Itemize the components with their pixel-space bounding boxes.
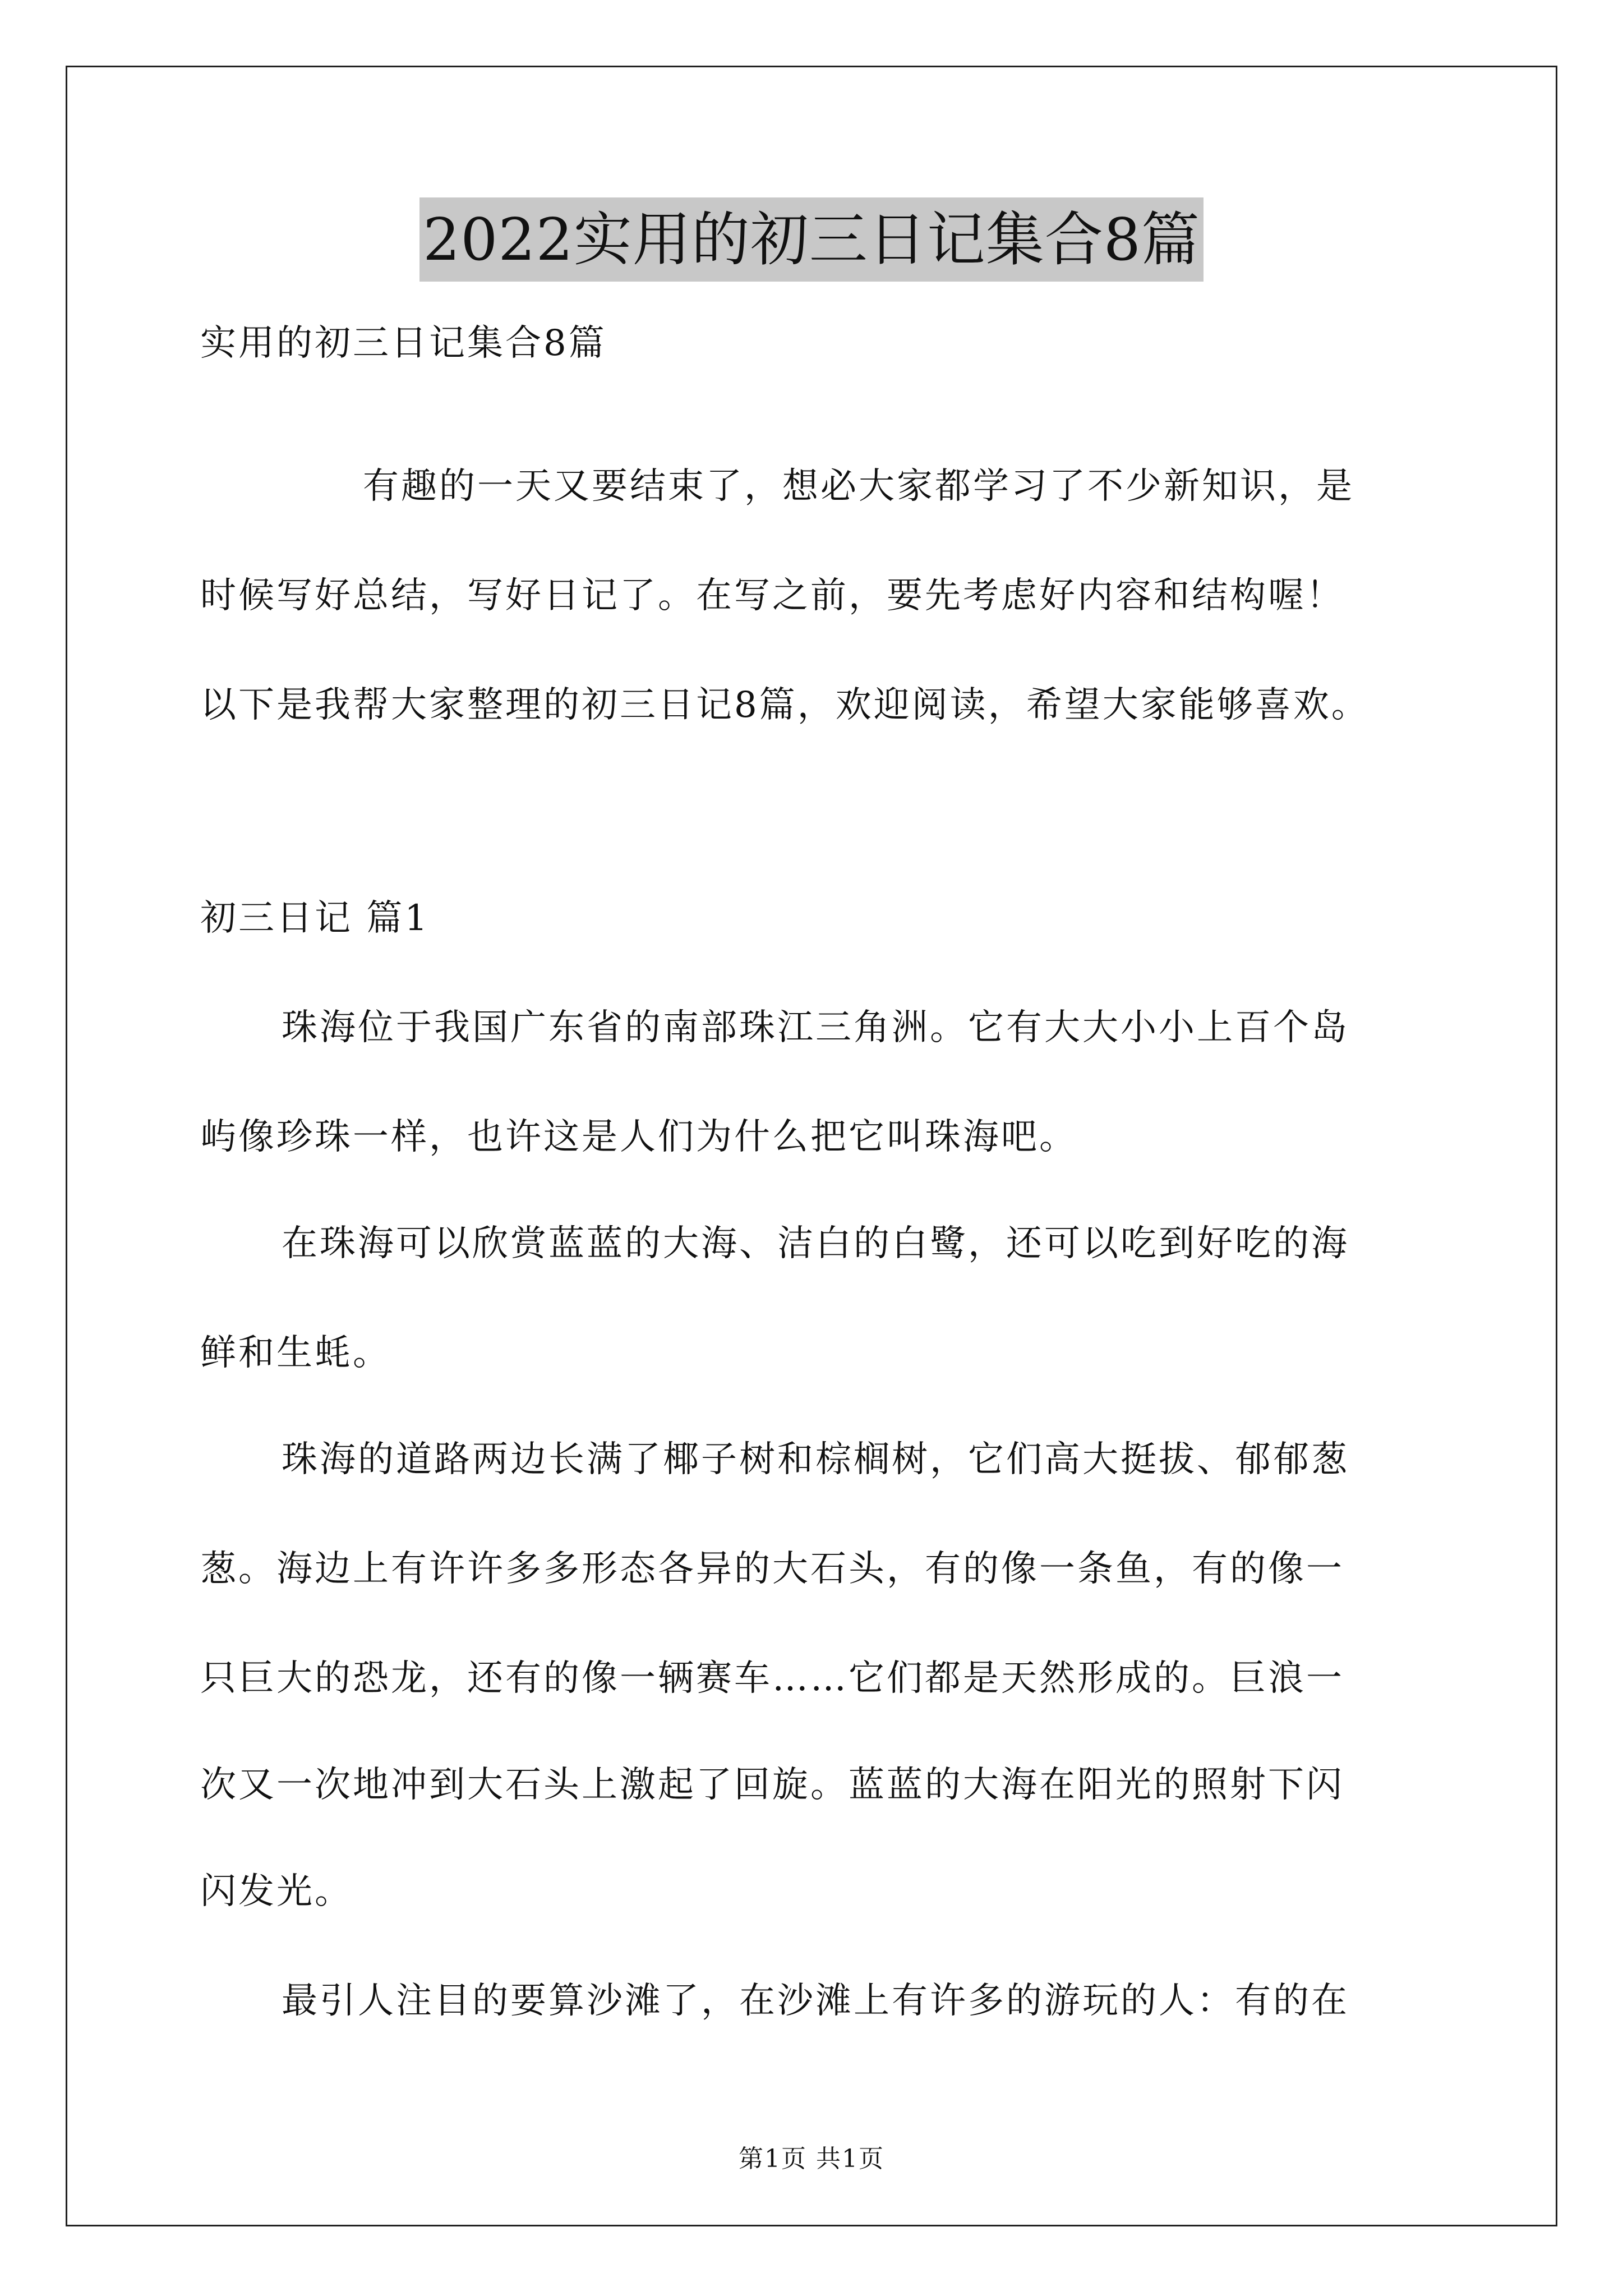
subtitle: 实用的初三日记集合8篇	[200, 323, 607, 364]
body-line: 在珠海可以欣赏蓝蓝的大海、洁白的白鹭，还可以吃到好吃的海	[282, 1223, 1349, 1264]
body-line: 珠海位于我国广东省的南部珠江三角洲。它有大大小小上百个岛	[282, 1007, 1349, 1048]
intro-line: 以下是我帮大家整理的初三日记8篇，欢迎阅读，希望大家能够喜欢。	[200, 684, 1370, 726]
document-title: 2022实用的初三日记集合8篇	[419, 197, 1204, 282]
title-wrap	[0, 197, 1623, 282]
body-line: 次又一次地冲到大石头上激起了回旋。蓝蓝的大海在阳光的照射下闪	[200, 1764, 1344, 1806]
body-line: 葱。海边上有许许多多形态各异的大石头，有的像一条鱼，有的像一	[200, 1548, 1344, 1590]
section-heading: 初三日记 篇1	[200, 898, 430, 939]
body-line: 屿像珍珠一样，也许这是人们为什么把它叫珠海吧。	[200, 1116, 1077, 1158]
body-line: 最引人注目的要算沙滩了，在沙滩上有许多的游玩的人：有的在	[282, 1980, 1349, 2022]
intro-line: 有趣的一天又要结束了，想必大家都学习了不少新知识，是	[363, 466, 1354, 507]
body-line: 鲜和生蚝。	[200, 1332, 391, 1374]
page-footer: 第1页 共1页	[739, 2145, 884, 2173]
body-line: 闪发光。	[200, 1871, 353, 1912]
intro-line: 时候写好总结，写好日记了。在写之前，要先考虑好内容和结构喔！	[200, 575, 1344, 616]
body-line: 珠海的道路两边长满了椰子树和棕榈树，它们高大挺拔、郁郁葱	[282, 1439, 1349, 1480]
body-line: 只巨大的恐龙，还有的像一辆赛车……它们都是天然形成的。巨浪一	[200, 1658, 1344, 1699]
